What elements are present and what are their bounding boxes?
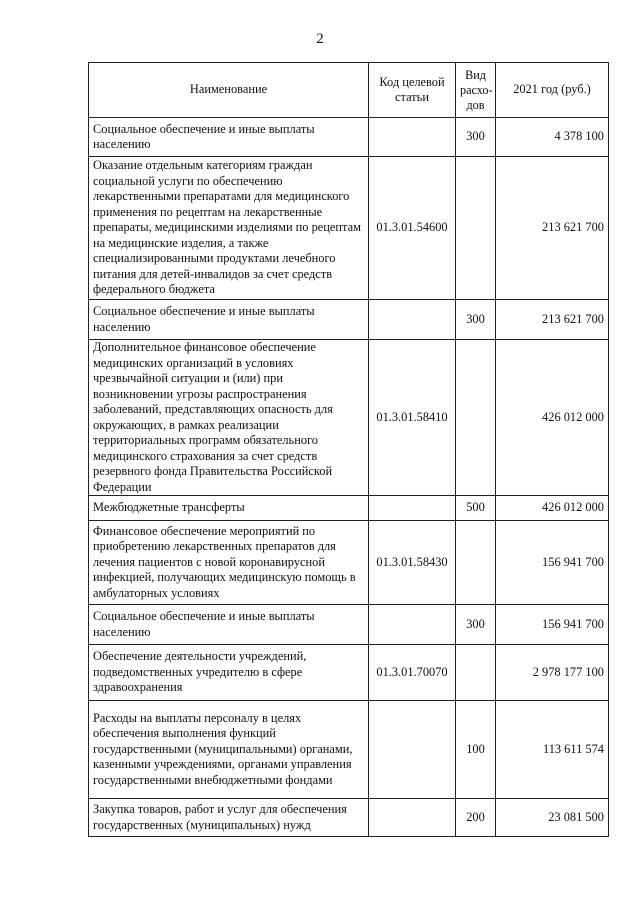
row-amount: 113 611 574 bbox=[496, 701, 609, 799]
table-row bbox=[89, 701, 609, 799]
row-amount: 156 941 700 bbox=[496, 521, 609, 605]
header-code: Код целевой статьи bbox=[369, 63, 456, 118]
row-name: Обеспечение деятельности учреждений, подведомственных учредителю в сфере здравоохранения bbox=[89, 645, 369, 701]
row-code: 01.3.01.58430 bbox=[369, 521, 456, 605]
row-name: Финансовое обеспечение мероприятий по приобретению лекарственных препаратов для лечения пациентов с новой коронавирусной инфекцией, получающих медицинскую помощь в амбулаторных условиях bbox=[89, 521, 369, 605]
header-type: Вид расхо-дов bbox=[456, 63, 496, 118]
row-name: Социальное обеспечение и иные выплаты населению bbox=[89, 605, 369, 645]
row-amount: 4 378 100 bbox=[496, 118, 609, 157]
table-row bbox=[89, 496, 609, 521]
row-name: Закупка товаров, работ и услуг для обеспечения государственных (муниципальных) нужд bbox=[89, 799, 369, 837]
row-code: 01.3.01.58410 bbox=[369, 340, 456, 496]
row-code bbox=[369, 300, 456, 340]
row-amount: 213 621 700 bbox=[496, 300, 609, 340]
row-name: Социальное обеспечение и иные выплаты населению bbox=[89, 300, 369, 340]
row-code bbox=[369, 118, 456, 157]
header-name: Наименование bbox=[89, 63, 369, 118]
table-row bbox=[89, 340, 609, 496]
row-name: Расходы на выплаты персоналу в целях обеспечения выполнения функций государственными (муниципальными) органами, казенными учреждениями, органами управления государственными внебюджетными фондами bbox=[89, 701, 369, 799]
row-type: 100 bbox=[456, 701, 496, 799]
row-name: Оказание отдельным категориям граждан социальной услуги по обеспечению лекарственными препаратами для медицинского применения по рецептам на лекарственные препараты, медицинскими изделиями по рецептам на медицинские изделия, а также специализированными продуктами лечебного питания для детей-инвалидов за счет средств федерального бюджета bbox=[89, 157, 369, 300]
row-type bbox=[456, 645, 496, 701]
row-amount: 23 081 500 bbox=[496, 799, 609, 837]
row-type: 300 bbox=[456, 118, 496, 157]
row-name: Социальное обеспечение и иные выплаты населению bbox=[89, 118, 369, 157]
row-amount: 426 012 000 bbox=[496, 496, 609, 521]
row-code bbox=[369, 701, 456, 799]
table-row bbox=[89, 799, 609, 837]
row-amount: 426 012 000 bbox=[496, 340, 609, 496]
row-name: Межбюджетные трансферты bbox=[89, 496, 369, 521]
row-type bbox=[456, 157, 496, 300]
row-amount: 2 978 177 100 bbox=[496, 645, 609, 701]
table-row bbox=[89, 157, 609, 300]
row-type: 300 bbox=[456, 605, 496, 645]
row-type: 200 bbox=[456, 799, 496, 837]
row-amount: 213 621 700 bbox=[496, 157, 609, 300]
table-row bbox=[89, 645, 609, 701]
row-type: 300 bbox=[456, 300, 496, 340]
page-number: 2 bbox=[316, 31, 324, 47]
row-code bbox=[369, 496, 456, 521]
table-row bbox=[89, 118, 609, 157]
header-amount: 2021 год (руб.) bbox=[496, 63, 609, 118]
table-row bbox=[89, 521, 609, 605]
row-type: 500 bbox=[456, 496, 496, 521]
row-amount: 156 941 700 bbox=[496, 605, 609, 645]
budget-table bbox=[88, 62, 609, 837]
row-type bbox=[456, 521, 496, 605]
row-code bbox=[369, 799, 456, 837]
row-name: Дополнительное финансовое обеспечение медицинских организаций в условиях чрезвычайной ситуации и (или) при возникновении угрозы распространения заболеваний, представляющих опасность для окружающих, в рамках реализации территориальных программ обязательного медицинского страхования за счет средств резервного фонда Правительства Российской Федерации bbox=[89, 340, 369, 496]
row-code: 01.3.01.70070 bbox=[369, 645, 456, 701]
row-type bbox=[456, 340, 496, 496]
table-header-row bbox=[89, 63, 609, 118]
table-row bbox=[89, 605, 609, 645]
row-code bbox=[369, 605, 456, 645]
table-row bbox=[89, 300, 609, 340]
row-code: 01.3.01.54600 bbox=[369, 157, 456, 300]
